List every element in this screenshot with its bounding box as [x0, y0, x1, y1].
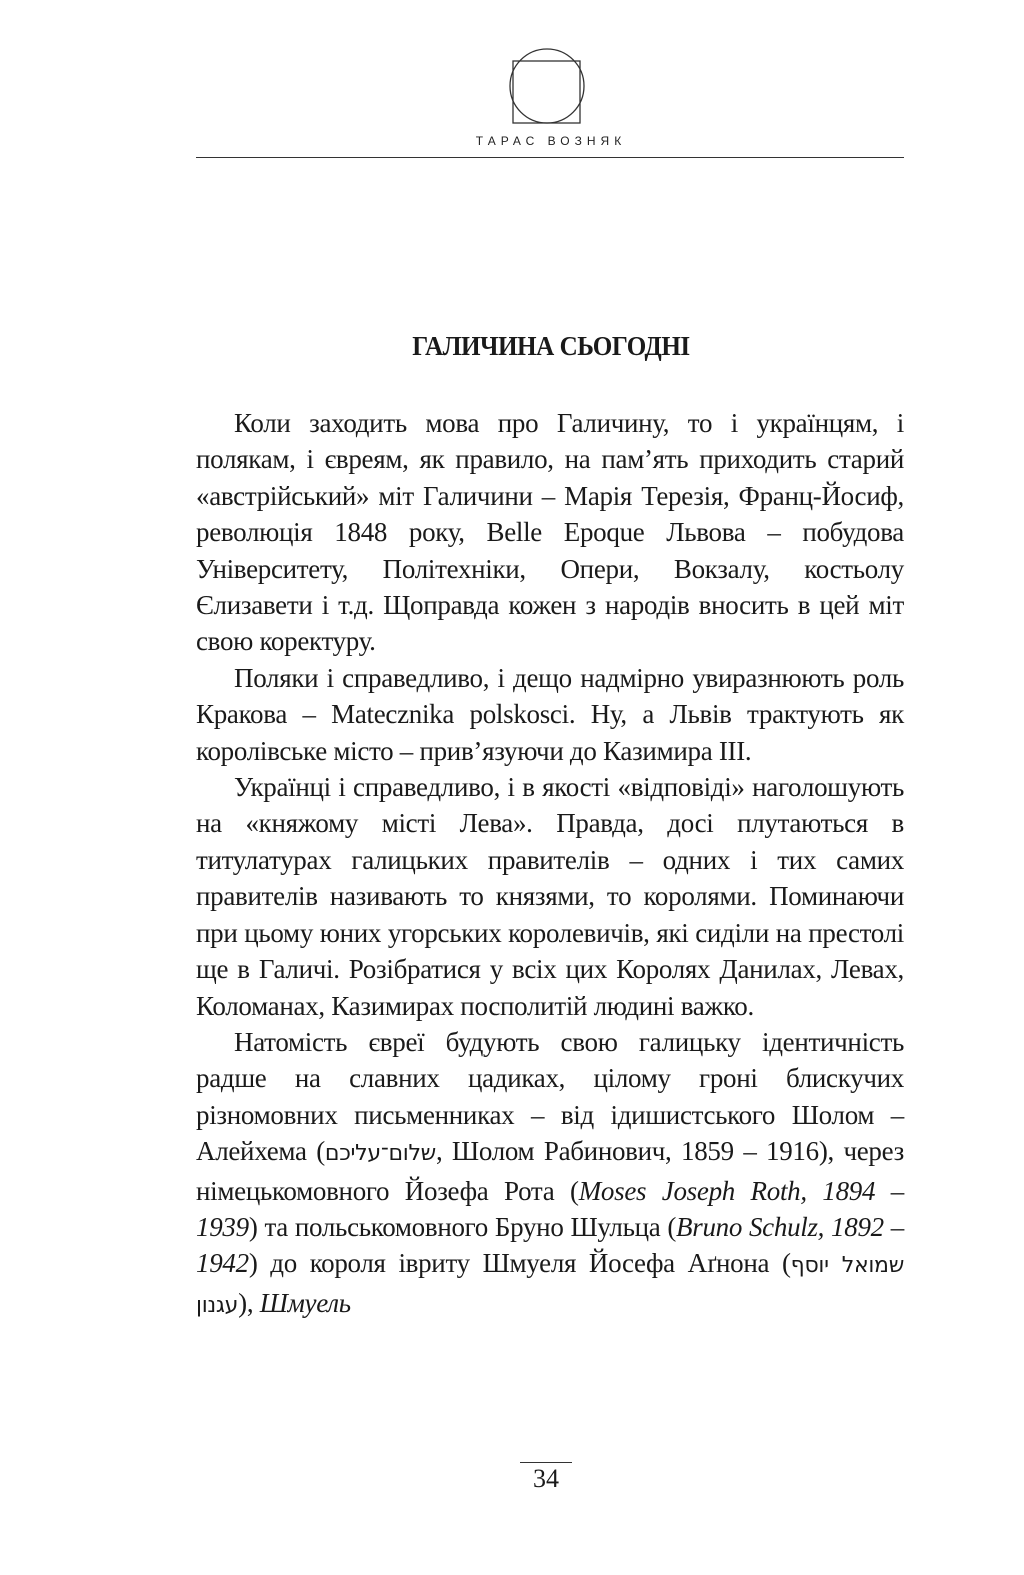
paragraph-2: Поляки і справедливо, і дещо надмірно увиразнюють роль Кракова – Matecznika polskosci. Ну, а Львів трактують як королівське місто – прив’язуючи до Казимира ІІІ.	[196, 662, 904, 766]
paragraph-4-text-4: ) до короля івриту Шмуеля Йосефа Аґнона (	[248, 1248, 791, 1279]
hebrew-sholem-aleichem: שלום־עליכם	[324, 1141, 436, 1167]
chapter-title: ГАЛИЧИНА СЬОГОДНІ	[412, 331, 690, 361]
italic-joseph-roth: Moses Joseph Roth, 1894 – 1939	[196, 1175, 904, 1242]
paragraph-1: Коли заходить мова про Галичину, то і українцям, і полякам, і євреям, як правило, на пам’ять приходить старий «австрійський» міт Галичини – Марія Терезія, Франц-Йосиф, революція 1848 року, Belle Epoque Львова – побудова Університету, Політехніки, Опери, Вокзалу, костьолу Єлизавети і т.д. Щоправда кожен з народів вносить в цей міт свою коректуру.	[196, 408, 904, 657]
paragraph-4-text-2: , Шолом Рабинович, 1859 – 1916), через німецькомовного Йозефа Рота (	[196, 1136, 904, 1206]
italic-bruno-schulz: Bruno Schulz, 1892 – 1942	[196, 1211, 904, 1279]
page-number: 34	[520, 1462, 572, 1494]
running-head-author: ТАРАС ВОЗНЯК	[475, 134, 627, 148]
header-rule	[196, 157, 904, 158]
paragraph-4	[196, 1024, 904, 1324]
body-text	[196, 405, 904, 1324]
paragraph-4-text-3: ) та польськомовного Бруно Шульца (	[248, 1211, 677, 1242]
italic-shmuel: Шмуель	[259, 1287, 351, 1318]
paragraph-4-text-1: Натомість євреї будують свою галицьку ідентичність радше на славних цадиках, цілому гроні блискучих різномовних письменниках – від ідишистського Шолом – Алейхема (	[196, 1026, 904, 1167]
paragraph-3: Українці і справедливо, і в якості «відповіді» наголошують на «княжому місті Лева». Правда, досі плутаються в титулатурах галицьких правителів – одних і тих самих правителів називають то князями, то королями. Поминаючи при цьому юних угорських королевичів, які сиділи на престолі ще в Галичі. Розібратися у всіх цих Королях Данилах, Левах, Коломанах, Казимирах посполитій людині важко.	[196, 772, 904, 1021]
paragraph-4-text-5: ),	[238, 1287, 260, 1318]
hebrew-agnon: שמואל יוסף עגנון	[196, 1253, 904, 1318]
circle-square-logo-icon	[508, 47, 586, 125]
